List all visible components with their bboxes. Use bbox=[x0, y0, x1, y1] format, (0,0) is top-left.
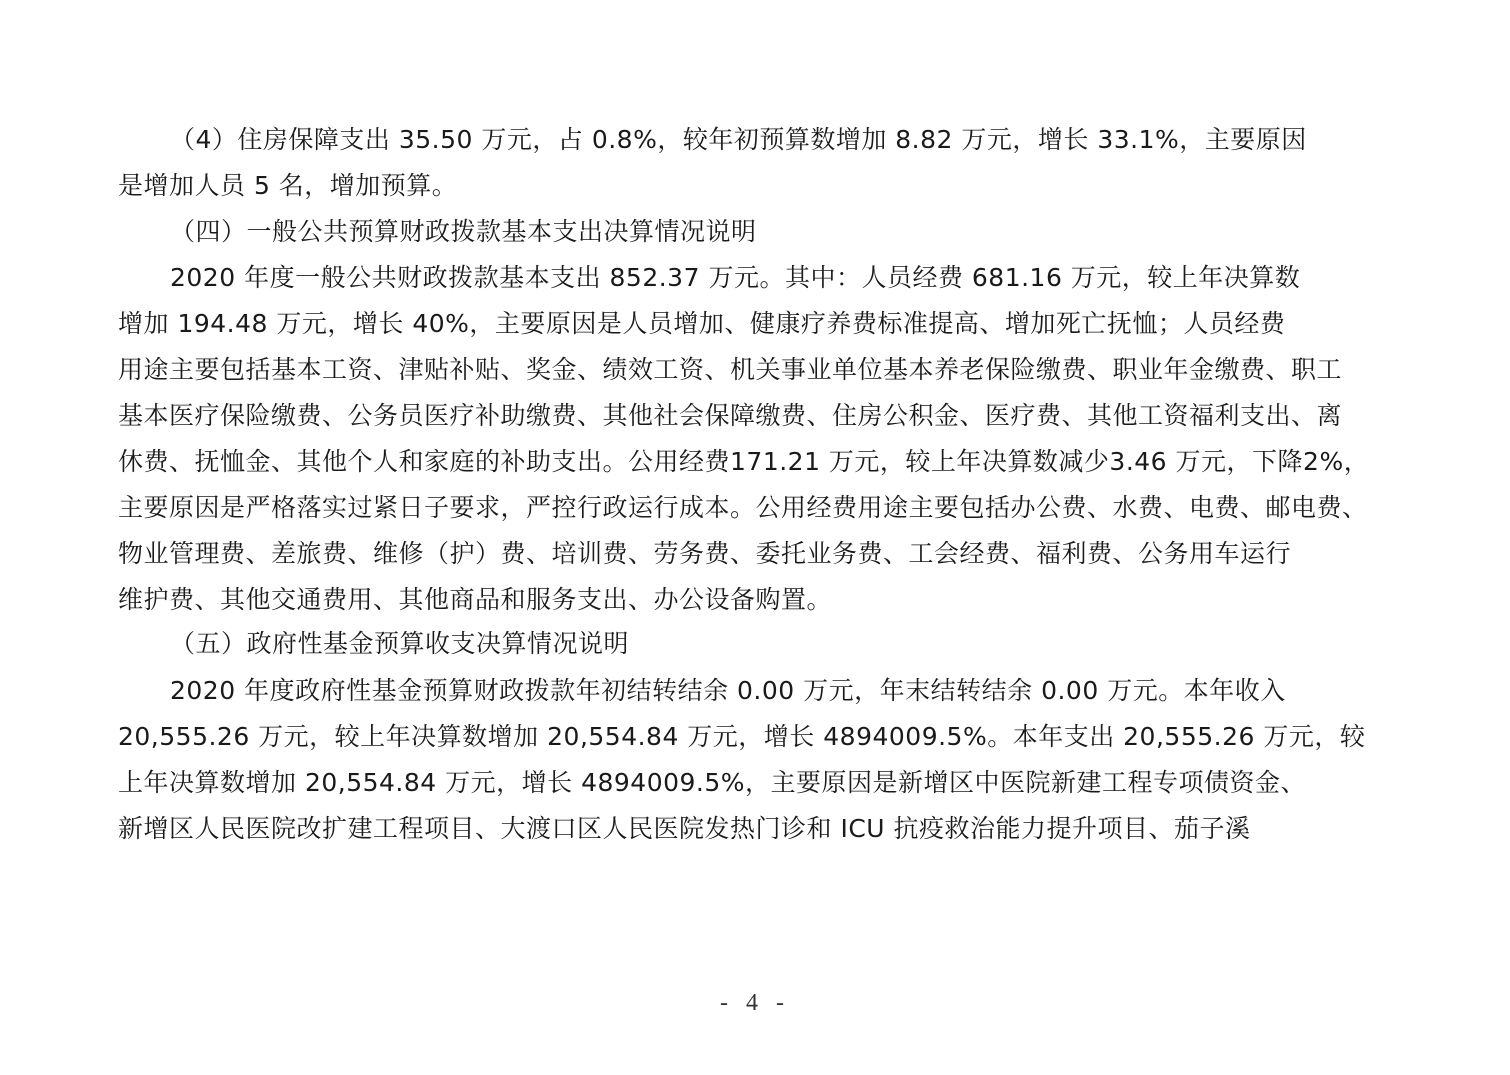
paragraph-line: 增加 194.48 万元，增长 40%，主要原因是人员增加、健康疗养费标准提高、增加死亡抚恤；人员经费 bbox=[118, 309, 1286, 338]
section-heading: （四）一般公共预算财政拨款基本支出决算情况说明 bbox=[170, 217, 757, 246]
paragraph-line: 上年决算数增加 20,554.84 万元，增长 4894009.5%，主要原因是新增区中医院新建工程专项债资金、 bbox=[118, 768, 1307, 797]
paragraph-line: 基本医疗保险缴费、公务员医疗补助缴费、其他社会保障缴费、住房公积金、医疗费、其他工资福利支出、离 bbox=[118, 401, 1343, 430]
paragraph-line: 物业管理费、差旅费、维修（护）费、培训费、劳务费、委托业务费、工会经费、福利费、公务用车运行 bbox=[118, 539, 1292, 568]
paragraph-line: 20,555.26 万元，较上年决算数增加 20,554.84 万元，增长 4894009.5%。本年支出 20,555.26 万元，较 bbox=[118, 722, 1366, 751]
page-number: - 4 - bbox=[720, 990, 790, 1016]
paragraph-line: （4）住房保障支出 35.50 万元，占 0.8%，较年初预算数增加 8.82 万元，增长 33.1%，主要原因 bbox=[170, 125, 1307, 154]
paragraph-line: 是增加人员 5 名，增加预算。 bbox=[118, 171, 458, 200]
paragraph-line: 休费、抚恤金、其他个人和家庭的补助支出。公用经费171.21 万元，较上年决算数减少3.46 万元，下降2%， bbox=[118, 447, 1370, 476]
paragraph-line: 2020 年度政府性基金预算财政拨款年初结转结余 0.00 万元，年末结转结余 0.00 万元。本年收入 bbox=[170, 676, 1286, 705]
paragraph-line: 新增区人民医院改扩建工程项目、大渡口区人民医院发热门诊和 ICU 抗疫救治能力提升项目、茄子溪 bbox=[118, 814, 1251, 843]
paragraph-line: 用途主要包括基本工资、津贴补贴、奖金、绩效工资、机关事业单位基本养老保险缴费、职业年金缴费、职工 bbox=[118, 355, 1343, 384]
paragraph-line: 主要原因是严格落实过紧日子要求，严控行政运行成本。公用经费用途主要包括办公费、水费、电费、邮电费、 bbox=[118, 493, 1368, 522]
paragraph-line: 2020 年度一般公共财政拨款基本支出 852.37 万元。其中：人员经费 681.16 万元，较上年决算数 bbox=[170, 263, 1301, 292]
section-heading: （五）政府性基金预算收支决算情况说明 bbox=[170, 629, 630, 658]
paragraph-line: 维护费、其他交通费用、其他商品和服务支出、办公设备购置。 bbox=[118, 585, 833, 614]
